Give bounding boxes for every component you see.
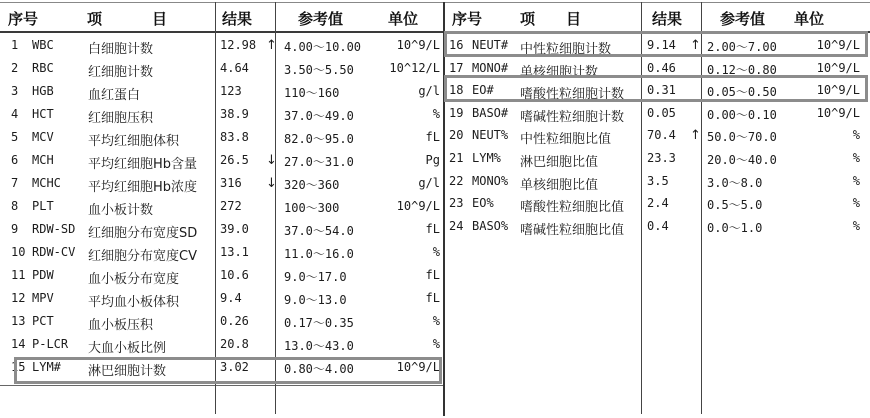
result-value: 0.4 xyxy=(647,218,669,233)
table-row xyxy=(0,124,870,147)
reference-range: 50.0～70.0 xyxy=(707,130,777,145)
unit-value: 10^9/L xyxy=(816,105,860,120)
header-result-left: 结果 xyxy=(222,10,253,28)
table-row xyxy=(0,192,870,215)
header-result-right: 结果 xyxy=(652,10,683,28)
row-number: 4 xyxy=(11,107,19,121)
unit-value: g/l xyxy=(418,176,440,190)
test-code: RDW-SD xyxy=(32,222,76,236)
header-item-a-left: 项 xyxy=(87,10,103,28)
result-value: 70.4 xyxy=(647,128,676,143)
unit-value: Pg xyxy=(425,153,440,167)
test-code: MCH xyxy=(32,153,54,167)
reference-range: 0.05～0.50 xyxy=(707,85,777,100)
test-name: 单核细胞比值 xyxy=(520,177,599,193)
test-code: PLT xyxy=(32,199,54,213)
unit-value: 10^12/L xyxy=(389,61,440,75)
result-value: 272 xyxy=(220,199,242,213)
test-name: 嗜酸性粒细胞计数 xyxy=(520,87,625,103)
result-value: 83.8 xyxy=(220,130,249,144)
test-code: LYM# xyxy=(32,360,61,374)
table-row xyxy=(0,241,870,264)
unit-value: % xyxy=(852,218,860,233)
reference-range: 0.80～4.00 xyxy=(284,362,354,376)
test-code: MONO# xyxy=(472,60,509,75)
result-value: 0.31 xyxy=(647,83,676,98)
test-name: 大血小板比例 xyxy=(88,341,167,356)
table-row xyxy=(0,333,870,356)
reference-range: 37.0～49.0 xyxy=(284,109,354,123)
test-name: 血红蛋白 xyxy=(88,88,141,103)
table-row xyxy=(0,264,870,287)
test-name: 嗜碱性粒细胞计数 xyxy=(520,109,625,125)
unit-value: % xyxy=(432,107,440,121)
table-row xyxy=(0,287,870,310)
header-item-a-right: 项 xyxy=(520,10,536,28)
header-item-b-left: 目 xyxy=(152,10,168,28)
test-name: 中性粒细胞比值 xyxy=(520,132,612,148)
reference-range: 3.0～8.0 xyxy=(707,175,763,190)
result-value: 38.9 xyxy=(220,107,249,121)
reference-range: 20.0～40.0 xyxy=(707,153,777,167)
test-code: HGB xyxy=(32,84,54,98)
header-seq-right: 序号 xyxy=(452,10,483,28)
row-number: 13 xyxy=(11,314,26,328)
row-number: 16 xyxy=(449,38,464,52)
row-number: 8 xyxy=(11,199,19,213)
test-code: BASO# xyxy=(472,105,509,120)
test-code: PDW xyxy=(32,268,54,282)
unit-value: % xyxy=(852,128,860,143)
reference-range: 320～360 xyxy=(284,178,340,192)
row-number: 24 xyxy=(449,218,464,233)
result-value: 0.26 xyxy=(220,314,249,328)
abnormal-flag: ↑ xyxy=(690,38,701,53)
row-number: 22 xyxy=(449,173,464,188)
highlight-box-lym-count xyxy=(14,357,442,384)
header-ref-left: 参考值 xyxy=(298,10,344,28)
test-name: 平均红细胞Hb浓度 xyxy=(88,180,198,195)
test-code: BASO% xyxy=(472,218,509,233)
reference-range: 110～160 xyxy=(284,86,340,100)
test-name: 血小板计数 xyxy=(88,203,154,218)
test-code: MPV xyxy=(32,291,54,305)
result-value: 4.64 xyxy=(220,61,249,75)
result-value: 0.05 xyxy=(647,105,676,120)
test-code: EO# xyxy=(472,83,494,98)
reference-range: 82.0～95.0 xyxy=(284,132,354,146)
test-name: 平均红细胞体积 xyxy=(88,134,180,149)
unit-value: 10^9/L xyxy=(396,38,440,52)
unit-value: 10^9/L xyxy=(816,38,860,52)
test-code: EO% xyxy=(472,196,494,211)
test-name: 中性粒细胞计数 xyxy=(520,42,612,57)
unit-value: fL xyxy=(425,130,440,144)
result-value: 23.3 xyxy=(647,151,676,165)
reference-range: 3.50～5.50 xyxy=(284,63,354,77)
test-name: 单核细胞计数 xyxy=(520,64,599,80)
reference-range: 100～300 xyxy=(284,201,340,215)
reference-range: 0.0～1.0 xyxy=(707,220,763,235)
test-name: 血小板压积 xyxy=(88,318,154,333)
test-code: MCHC xyxy=(32,176,61,190)
test-code: RDW-CV xyxy=(32,245,76,259)
test-code: P-LCR xyxy=(32,337,69,351)
unit-value: 10^9/L xyxy=(816,60,860,75)
left-bottom-rule xyxy=(0,385,444,386)
header-top-rule xyxy=(0,2,870,3)
reference-range: 0.17～0.35 xyxy=(284,316,354,330)
reference-range: 4.00～10.00 xyxy=(284,40,362,54)
unit-value: % xyxy=(432,245,440,259)
unit-value: % xyxy=(852,173,860,188)
table-row xyxy=(0,147,870,170)
test-code: WBC xyxy=(32,38,54,52)
reference-range: 9.0～17.0 xyxy=(284,270,347,284)
row-number: 23 xyxy=(449,196,464,211)
test-name: 平均血小板体积 xyxy=(88,295,180,310)
row-number: 2 xyxy=(11,61,19,75)
row-number: 11 xyxy=(11,268,26,282)
highlight-box-eo-count xyxy=(444,75,868,102)
test-code: LYM% xyxy=(472,151,501,165)
reference-range: 27.0～31.0 xyxy=(284,155,354,169)
result-value: 2.4 xyxy=(647,196,669,211)
row-number: 19 xyxy=(449,105,464,120)
result-value: 20.8 xyxy=(220,337,249,351)
result-value: 9.14 xyxy=(647,38,676,52)
row-number: 6 xyxy=(11,153,19,167)
result-value: 123 xyxy=(220,84,242,98)
test-code: PCT xyxy=(32,314,54,328)
row-number: 1 xyxy=(11,38,19,52)
header-ref-right: 参考值 xyxy=(720,10,766,28)
unit-value: % xyxy=(852,151,860,165)
row-number: 18 xyxy=(449,83,464,98)
test-code: NEUT# xyxy=(472,38,509,52)
reference-range: 2.00～7.00 xyxy=(707,40,777,54)
row-number: 3 xyxy=(11,84,19,98)
result-value: 316 xyxy=(220,176,242,190)
unit-value: g/l xyxy=(418,84,440,98)
unit-value: fL xyxy=(425,268,440,282)
test-name: 嗜碱性粒细胞比值 xyxy=(520,222,625,238)
unit-value: fL xyxy=(425,222,440,236)
row-number: 15 xyxy=(11,360,26,374)
test-name: 淋巴细胞计数 xyxy=(88,364,167,379)
row-number: 17 xyxy=(449,60,464,75)
reference-range: 0.00～0.10 xyxy=(707,107,777,122)
test-code: RBC xyxy=(32,61,54,75)
result-value: 12.98 xyxy=(220,38,257,52)
table-row xyxy=(0,215,870,238)
reference-range: 9.0～13.0 xyxy=(284,293,347,307)
highlight-box-neut-count xyxy=(444,31,868,57)
row-number: 12 xyxy=(11,291,26,305)
test-name: 红细胞分布宽度SD xyxy=(88,226,198,241)
table-row xyxy=(0,170,870,193)
row-number: 14 xyxy=(11,337,26,351)
result-value: 3.5 xyxy=(647,173,669,188)
abnormal-flag: ↑ xyxy=(266,38,277,53)
result-value: 3.02 xyxy=(220,360,249,374)
test-name: 红细胞分布宽度CV xyxy=(88,249,197,264)
result-value: 10.6 xyxy=(220,268,249,282)
row-number: 20 xyxy=(449,128,464,143)
abnormal-flag: ↑ xyxy=(690,128,701,144)
test-code: MCV xyxy=(32,130,54,144)
header-item-b-right: 目 xyxy=(566,10,582,28)
test-name: 白细胞计数 xyxy=(88,42,154,57)
test-name: 平均红细胞Hb含量 xyxy=(88,157,198,172)
result-value: 0.46 xyxy=(647,60,676,75)
header-unit-left: 单位 xyxy=(388,10,419,28)
test-code: NEUT% xyxy=(472,128,509,143)
unit-value: fL xyxy=(425,291,440,305)
result-value: 9.4 xyxy=(220,291,242,305)
reference-range: 37.0～54.0 xyxy=(284,224,354,238)
header-seq-left: 序号 xyxy=(8,10,39,28)
reference-range: 13.0～43.0 xyxy=(284,339,354,353)
test-name: 红细胞计数 xyxy=(88,65,154,80)
unit-value: 10^9/L xyxy=(396,360,440,374)
row-number: 7 xyxy=(11,176,19,190)
test-code: HCT xyxy=(32,107,54,121)
test-name: 血小板分布宽度 xyxy=(88,272,180,287)
unit-value: % xyxy=(432,314,440,328)
result-value: 39.0 xyxy=(220,222,249,236)
table-row xyxy=(0,102,870,125)
table-row xyxy=(0,310,870,333)
test-code: MONO% xyxy=(472,173,509,188)
unit-value: % xyxy=(432,337,440,351)
unit-value: % xyxy=(852,196,860,211)
abnormal-flag: ↓ xyxy=(266,176,277,191)
reference-range: 11.0～16.0 xyxy=(284,247,354,261)
result-value: 13.1 xyxy=(220,245,249,259)
result-value: 26.5 xyxy=(220,153,249,167)
row-number: 21 xyxy=(449,151,464,165)
unit-value: 10^9/L xyxy=(396,199,440,213)
test-name: 淋巴细胞比值 xyxy=(520,155,599,170)
header-unit-right: 单位 xyxy=(794,10,825,28)
reference-range: 0.5～5.0 xyxy=(707,198,763,213)
abnormal-flag: ↓ xyxy=(266,153,277,168)
reference-range: 0.12～0.80 xyxy=(707,62,777,77)
test-name: 嗜酸性粒细胞比值 xyxy=(520,200,625,216)
test-name: 红细胞压积 xyxy=(88,111,154,126)
row-number: 5 xyxy=(11,130,19,144)
unit-value: 10^9/L xyxy=(816,83,860,98)
row-number: 9 xyxy=(11,222,19,236)
row-number: 10 xyxy=(11,245,26,259)
